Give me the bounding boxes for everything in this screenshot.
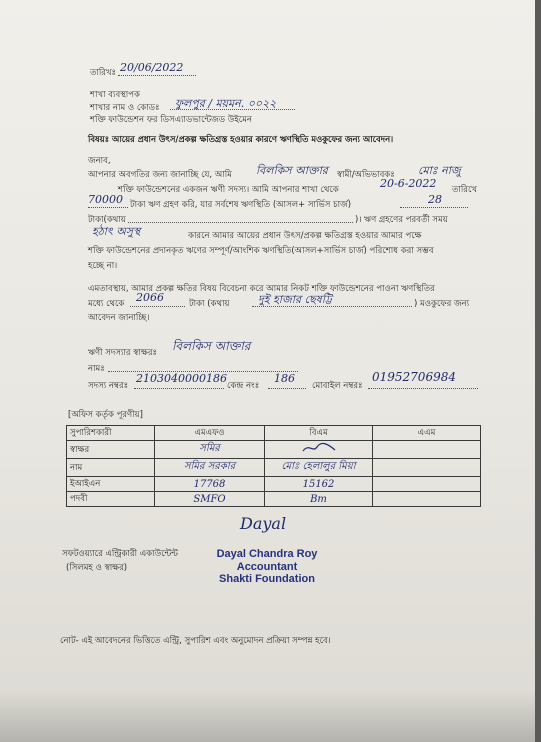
balance-dots — [400, 207, 468, 208]
request-line-2a: মধ্যে থেকে — [88, 299, 125, 309]
waiver-words-dots — [252, 306, 412, 307]
mfo-designation: SMFO — [155, 492, 265, 507]
table-row — [67, 441, 481, 459]
request-line-2b: টাকা (কথায় — [189, 299, 230, 309]
row-label: নাম — [67, 459, 155, 477]
footer-note: নোট- এই আবেদনের ভিত্তিতে এন্ট্রি, সুপারিশ এবং অনুমোদন প্রক্রিয়া সম্পন্ন হবে। — [60, 636, 331, 646]
table-row — [67, 426, 481, 441]
table-header-cell: এএম — [373, 426, 481, 441]
page-shadow — [0, 690, 535, 742]
am-signature — [373, 441, 481, 459]
am-designation — [373, 492, 481, 507]
center-value: 186 — [274, 372, 295, 385]
branch-dots — [170, 109, 295, 110]
mfo-signature: সমির — [155, 441, 265, 459]
subject-line: বিষয়ঃ আয়ের প্রধান উৎস/প্রকল্প ক্ষতিগ্রস্ত হওয়ার কারণে ঋণস্থিতি মওকুফের জন্য আবেদন। — [88, 134, 394, 144]
salutation: জনাব, — [88, 156, 111, 166]
mfo-name: সমির সরকার — [155, 459, 265, 477]
row-label: স্বাক্ষর — [67, 441, 155, 459]
mfo-ein: 17768 — [155, 477, 265, 492]
member-name-value: বিলকিস আক্তার — [256, 164, 328, 177]
center-label: কেন্দ্র নংঃ — [227, 381, 260, 391]
accountant-label: সফটওয়্যারে এন্ট্রিকারী একাউন্টেন্ট — [62, 549, 178, 559]
date-label: তারিখঃ — [90, 68, 117, 78]
branch-label: শাখার নাম ও কোডঃ — [90, 103, 160, 113]
office-table — [66, 425, 481, 507]
member-name-label: নামঃ — [88, 364, 105, 374]
stamp-org: Shakti Foundation — [219, 573, 315, 585]
center-dots — [268, 388, 306, 389]
waiver-amount-dots — [130, 306, 185, 307]
body-line-6: শক্তি ফাউন্ডেশনের প্রদানকৃত ঋণের সম্পূর্ণ/আংশিক ঋণস্থিতি(আসল+সার্ভিস চার্জ) পরিশোধ করা সম্ভব — [88, 246, 434, 256]
mobile-dots — [368, 388, 478, 389]
bm-signature — [265, 441, 373, 459]
body-line-1b: স্বামী/অভিভাবকঃ — [337, 170, 395, 180]
body-line-2a: শক্তি ফাউন্ডেশনের একজন ঋণী সদস্য। আমি আপনার শাখা থেকে — [118, 185, 339, 195]
member-signature-value: বিলকিস আক্তার — [172, 339, 251, 353]
body-line-7: হচ্ছে না। — [88, 261, 118, 271]
member-signature-label: ঋণী সদস্যার স্বাক্ষরঃ — [88, 348, 158, 358]
table-header-cell: বিএম — [265, 426, 373, 441]
table-row — [67, 459, 481, 477]
member-no-label: সদস্য নম্বরঃ — [88, 381, 129, 391]
table-header-cell: সুপারিশকারী — [67, 426, 155, 441]
bm-signature-scribble — [299, 441, 339, 455]
loan-date-value: 20-6-2022 — [380, 177, 437, 190]
branch-value: ফুলপুর / ময়মন. ০০২২ — [175, 97, 277, 110]
waiver-words-value: দুই হাজার ছেষট্টি — [258, 293, 332, 306]
loan-amount-dots — [88, 207, 128, 208]
cause-value: হঠাৎ অসুস্থ — [92, 225, 141, 238]
bm-ein: 15162 — [265, 477, 373, 492]
table-row — [67, 477, 481, 492]
request-line-1: এমতাবস্থায়, আমার প্রকল্প ক্ষতির বিষয় বিবেচনা করে আমার নিকট শক্তি ফাউন্ডেশনের পাওনা ঋণস্থিতির — [88, 284, 435, 294]
bm-designation: Bm — [265, 492, 373, 507]
member-no-value: 2103040000186 — [136, 372, 227, 385]
am-ein — [373, 477, 481, 492]
am-name — [373, 459, 481, 477]
org-name: শক্তি ফাউন্ডেশন ফর ডিসএ্যাডভান্টেজড উইমেন — [90, 115, 252, 125]
member-no-dots — [134, 388, 224, 389]
row-label: পদবী — [67, 492, 155, 507]
mobile-value: 01952706984 — [372, 370, 456, 384]
request-line-2c: ) মওকুফের জন্য — [414, 299, 470, 309]
body-line-4a: টাকা(কথায় — [88, 215, 126, 225]
body-line-3a: টাকা ঋণ গ্রহণ করি, যার সর্বশেষ ঋণস্থিতি (আসল+ সার্ভিস চার্জ) — [130, 200, 352, 210]
guardian-value: মোঃ নাজু — [418, 164, 461, 177]
mobile-label: মোবাইল নম্বরঃ — [312, 381, 363, 391]
loan-amount-value: 70000 — [88, 193, 123, 206]
accountant-label-sub: (সিলমহ ও স্বাক্ষর) — [66, 563, 128, 573]
date-dots — [118, 75, 196, 76]
request-line-3: আবেদন জানাচ্ছি। — [88, 313, 150, 323]
table-row — [67, 492, 481, 507]
balance-value: 28 — [428, 193, 442, 206]
accountant-signature: Dayal — [240, 514, 287, 533]
office-heading: [অফিস কর্তৃক পূরণীয়] — [68, 410, 143, 420]
body-line-1a: আপনার অবগতির জন্য জানাচ্ছি যে, আমি — [88, 170, 232, 180]
stamp-name: Dayal Chandra Roy — [216, 548, 318, 560]
date-value: 20/06/2022 — [120, 61, 184, 74]
body-line-5a: কারনে আমার আয়ের প্রধান উৎস/প্রকল্প ক্ষতিগ্রস্ত হওয়ার আমার পক্ষে — [188, 231, 422, 241]
manager-label: শাখা ব্যবস্থাপক — [90, 90, 140, 100]
body-line-4b: )। ঋণ গ্রহণের পরবর্তী সময় — [355, 215, 448, 225]
stamp-title: Accountant — [236, 561, 298, 573]
body-line-2b: তারিখে — [452, 185, 477, 195]
balance-words-dots — [128, 222, 353, 223]
waiver-amount-value: 2066 — [136, 291, 164, 304]
bm-name: মোঃ হেলালুর মিয়া — [265, 459, 373, 477]
table-header-cell: এমএফও — [155, 426, 265, 441]
row-label: ইআইএন — [67, 477, 155, 492]
